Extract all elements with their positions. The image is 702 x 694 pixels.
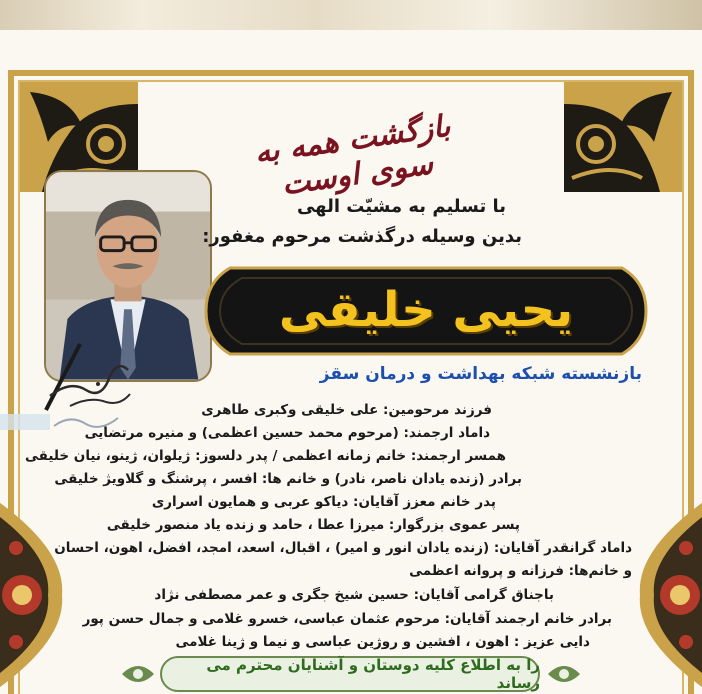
arabesque-side-ornament-icon	[0, 500, 66, 690]
top-photo-strip	[0, 0, 702, 30]
signature-icon	[40, 340, 135, 418]
intro-line-1: با تسلیم به مشیّت الهی	[296, 196, 506, 217]
relative-line: پدر خانم معزز آقایان: دیاکو عربی و همایون اسراری	[151, 494, 496, 510]
footer-ornament-icon	[544, 656, 584, 692]
header-calligraphy	[240, 88, 470, 203]
relative-line: برادر (زنده یادان ناصر، نادر) و خانم ها: افسر ، پرشنگ و گلاویژ خلیقی	[54, 471, 522, 487]
relative-line: باجناق گرامی آقایان: حسین شیخ جگری و عمر مصطفی نژاد	[154, 587, 554, 603]
corner-ornament-icon	[564, 82, 682, 192]
relative-line: فرزند مرحومین: علی خلیقی وکبری طاهری	[201, 402, 492, 418]
organization-line: بازنشسته شبکه بهداشت و درمان سقز	[319, 364, 642, 384]
arabesque-side-ornament-icon	[636, 500, 702, 690]
relative-line: و خانم‌ها: فرزانه و پروانه اعظمی	[409, 563, 632, 579]
relative-line: برادر خانم ارجمند آقایان: مرحوم عثمان عباسی، خسرو غلامی و جمال حسن پور	[82, 611, 612, 627]
deceased-name: یحیی خلیقی	[278, 282, 574, 338]
calligraphy-text: بازگشت همه به سوی اوست	[252, 108, 453, 203]
intro-line-2: بدین وسیله درگذشت مرحوم مغفور:	[202, 226, 522, 247]
footer-ornament-icon	[118, 656, 158, 692]
relative-line: همسر ارجمند: خانم زمانه اعظمی / پدر دلسوز: ژیلوان، ژینو، نیان خلیقی	[24, 448, 506, 464]
relative-line: داماد گرانقدر آقایان: (زنده یادان انور و امیر) ، اقبال، اسعد، امجد، افضل، اهون، احسان	[54, 540, 632, 556]
footer-text: را به اطلاع کلیه دوستان و آشنایان محترم می رساند	[206, 656, 540, 692]
relative-line: پسر عموی بزرگوار: میرزا عطا ، حامد و زنده یاد منصور خلیقی	[106, 517, 520, 533]
relative-line: داماد ارجمند: (مرحوم محمد حسین اعظمی) و منیره مرتضایی	[84, 425, 490, 441]
relative-line: دایی عزیز : اهون ، افشین و روژین عباسی و نیما و ژینا غلامی	[175, 634, 590, 650]
